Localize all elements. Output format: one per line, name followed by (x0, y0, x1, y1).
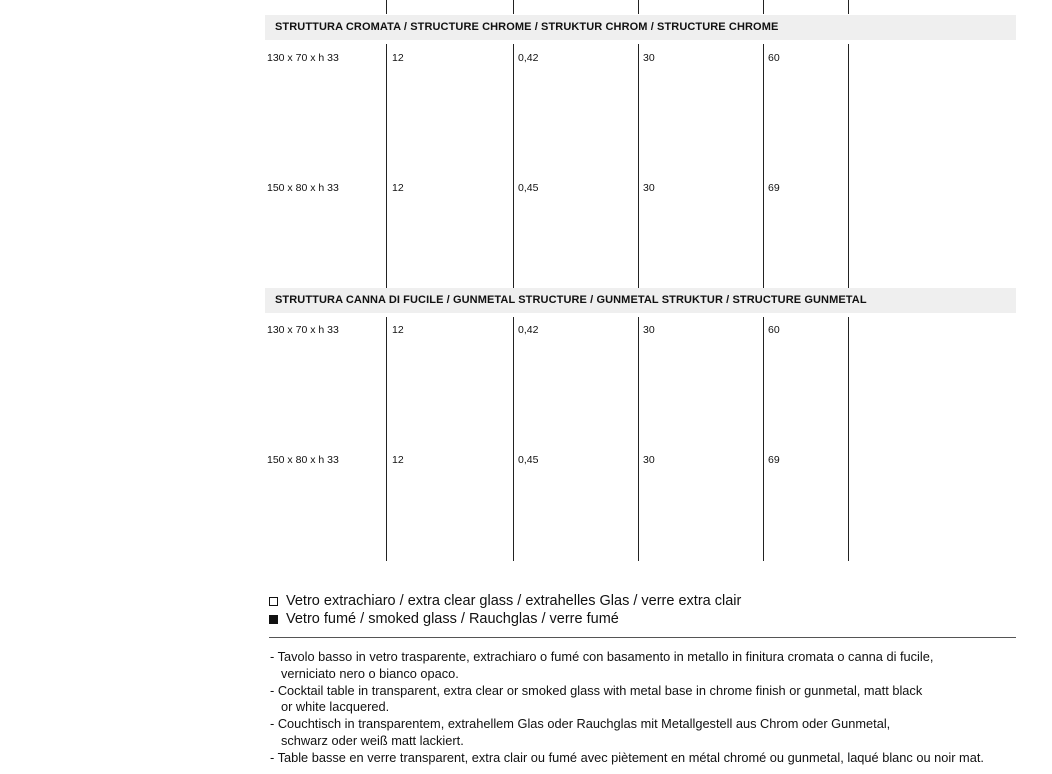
empty-square-icon (269, 597, 278, 606)
table-cell: 30 (643, 182, 655, 194)
table-cell: 12 (392, 52, 404, 64)
legend-label: Vetro extrachiaro / extra clear glass / extrahelles Glas / verre extra clair (286, 593, 742, 609)
table-cell: 60 (768, 324, 780, 336)
table-cell-dimensions: 130 x 70 x h 33 (267, 52, 339, 64)
table-cell: 12 (392, 454, 404, 466)
column-divider (386, 0, 387, 14)
description-line: or white lacquered. (281, 699, 390, 715)
column-divider (513, 317, 514, 561)
column-divider (513, 44, 514, 288)
table-cell: 0,45 (518, 182, 539, 194)
column-divider (386, 317, 387, 561)
table-cell: 60 (768, 52, 780, 64)
column-divider (638, 317, 639, 561)
description-line: - Cocktail table in transparent, extra clear or smoked glass with metal base in chrome finish or gunmetal, matt black (270, 682, 923, 698)
section-heading-chrome: STRUTTURA CROMATA / STRUCTURE CHROME / STRUKTUR CHROM / STRUCTURE CHROME (265, 15, 1016, 40)
product-description (270, 649, 1030, 767)
description-line: - Couchtisch in transparentem, extrahellem Glas oder Rauchglas mit Metallgestell aus Chrom oder Gunmetal, (270, 716, 891, 732)
table-cell: 30 (643, 52, 655, 64)
column-divider (763, 44, 764, 288)
column-divider (513, 0, 514, 14)
table-cell-dimensions: 150 x 80 x h 33 (267, 182, 339, 194)
divider (269, 637, 1016, 638)
column-divider (638, 44, 639, 288)
legend-item-smoked (269, 610, 619, 628)
table-cell-dimensions: 150 x 80 x h 33 (267, 454, 339, 466)
section-heading-gunmetal: STRUTTURA CANNA DI FUCILE / GUNMETAL STRUCTURE / GUNMETAL STRUKTUR / STRUCTURE GUNMETAL (265, 288, 1016, 313)
column-divider (763, 0, 764, 14)
legend-label: Vetro fumé / smoked glass / Rauchglas / verre fumé (286, 611, 619, 627)
table-cell: 30 (643, 454, 655, 466)
description-line: schwarz oder weiß matt lackiert. (281, 732, 464, 748)
table-cell: 0,45 (518, 454, 539, 466)
table-cell-dimensions: 130 x 70 x h 33 (267, 324, 339, 336)
table-cell: 30 (643, 324, 655, 336)
table-cell: 0,42 (518, 52, 539, 64)
column-divider (386, 44, 387, 288)
table-cell: 69 (768, 182, 780, 194)
column-divider (763, 317, 764, 561)
legend-item-extra-clear (269, 592, 741, 610)
filled-square-icon (269, 615, 278, 624)
column-divider (848, 44, 849, 288)
table-cell: 12 (392, 324, 404, 336)
table-cell: 12 (392, 182, 404, 194)
table-cell: 0,42 (518, 324, 539, 336)
table-cell: 69 (768, 454, 780, 466)
column-divider (848, 317, 849, 561)
column-divider (848, 0, 849, 14)
description-line: - Table basse en verre transparent, extra clair ou fumé avec piètement en métal chromé ou gunmetal, laqué blanc ou noir mat. (270, 749, 984, 765)
description-line: - Tavolo basso in vetro trasparente, extrachiaro o fumé con basamento in metallo in finitura cromata o canna di fucile, (270, 649, 934, 664)
column-divider (638, 0, 639, 14)
description-line: verniciato nero o bianco opaco. (281, 665, 459, 681)
